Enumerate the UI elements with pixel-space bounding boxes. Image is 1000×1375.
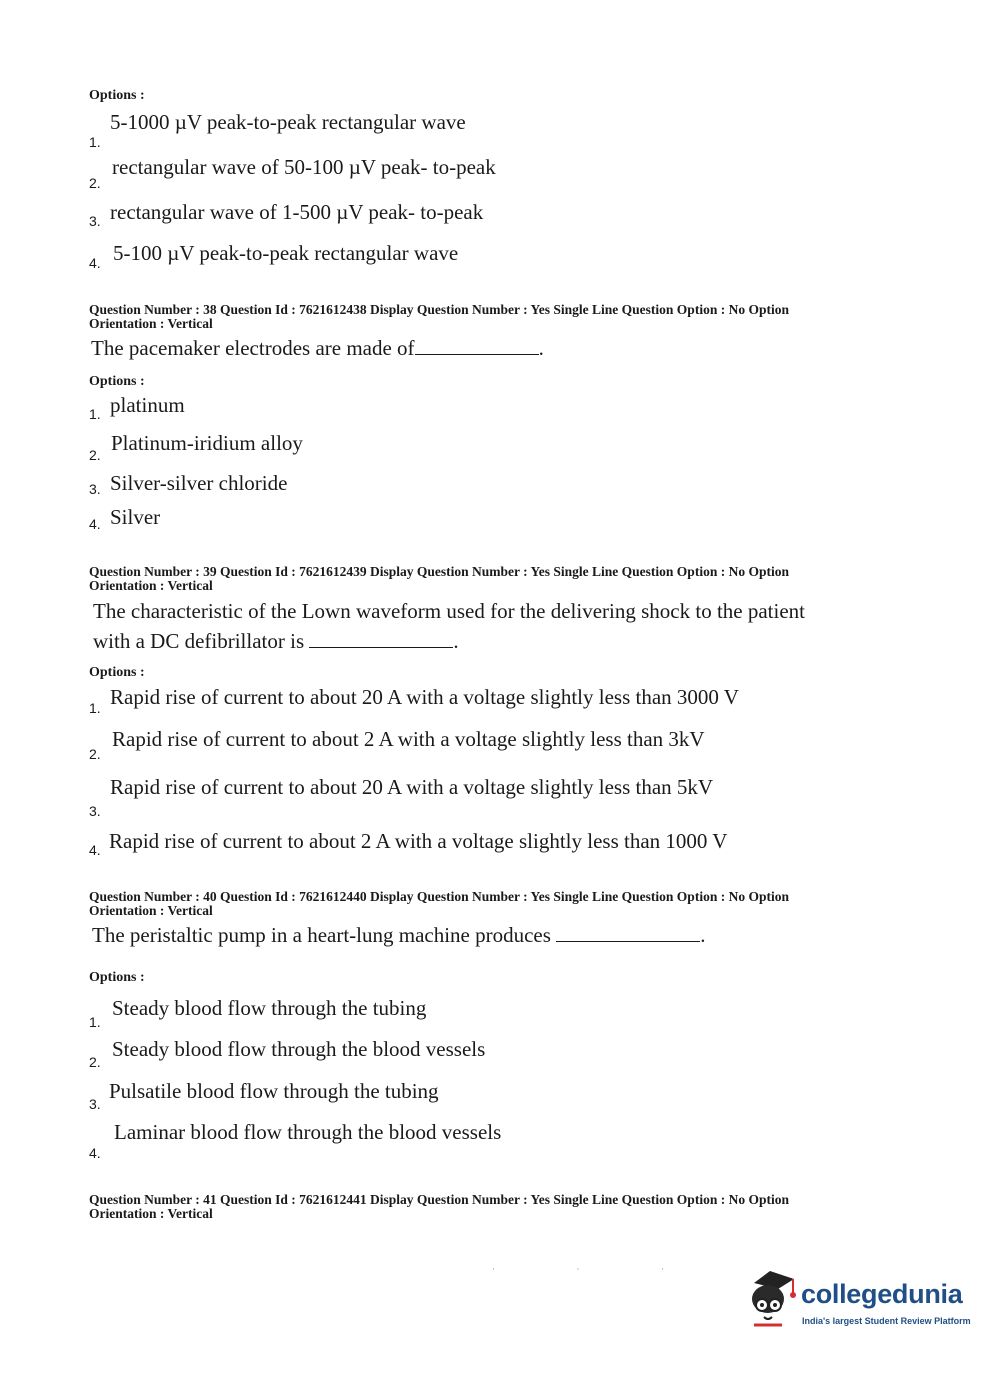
q39-option-1-number: 1. (89, 700, 101, 716)
q39-option-1-text: Rapid rise of current to about 20 A with a voltage slightly less than 3000 V (110, 685, 739, 709)
q39-option-3-number: 3. (89, 803, 101, 819)
brand-name: collegedunia (801, 1279, 963, 1309)
mascot-icon (740, 1265, 802, 1337)
q40-option-4-number: 4. (89, 1145, 101, 1161)
question-text (93, 596, 805, 656)
question-meta (89, 890, 869, 918)
q37-option-3-text: rectangular wave of 1-500 µV peak- to-peak (110, 200, 484, 224)
q40-option-1-text: Steady blood flow through the tubing (112, 996, 427, 1020)
question-meta-line-1: Question Number : 41 Question Id : 7621612441 Display Question Number : Yes Single Line Question Option : No Option (89, 1192, 789, 1207)
question-meta-line-2: Orientation : Vertical (89, 316, 213, 331)
answer-blank (415, 336, 539, 355)
q40-option-4-text: Laminar blood flow through the blood vessels (114, 1120, 502, 1144)
question-meta-line-2: Orientation : Vertical (89, 1206, 213, 1221)
question-text-line-2 (93, 626, 805, 656)
options-label: Options : (89, 88, 145, 103)
q37-option-1-text: 5-1000 µV peak-to-peak rectangular wave (110, 110, 466, 134)
q38-option-1-number: 1. (89, 406, 101, 422)
options-label: Options : (89, 970, 145, 985)
question-text-content: The peristaltic pump in a heart-lung machine produces (92, 923, 551, 947)
answer-blank (556, 923, 700, 942)
q37-option-3-number: 3. (89, 213, 101, 229)
question-text-line-1: The characteristic of the Lown waveform used for the delivering shock to the patient (93, 599, 805, 623)
question-text (92, 920, 705, 950)
question-meta-line-2: Orientation : Vertical (89, 578, 213, 593)
brand-tagline: India's largest Student Review Platform (802, 1316, 971, 1326)
question-meta-line-1: Question Number : 38 Question Id : 7621612438 Display Question Number : Yes Single Line Question Option : No Option (89, 302, 789, 317)
q37-option-4-text: 5-100 µV peak-to-peak rectangular wave (113, 241, 459, 265)
question-meta-line-1: Question Number : 40 Question Id : 7621612440 Display Question Number : Yes Single Line Question Option : No Option (89, 889, 789, 904)
q39-option-4-text: Rapid rise of current to about 2 A with a voltage slightly less than 1000 V (109, 829, 728, 853)
q40-option-3-number: 3. (89, 1096, 101, 1112)
collegedunia-logo[interactable] (740, 1265, 970, 1340)
q37-option-1-number: 1. (89, 134, 101, 150)
question-text-content: The pacemaker electrodes are made of (91, 336, 415, 360)
q38-option-4-number: 4. (89, 516, 101, 532)
question-text-line-2-content: with a DC defibrillator is (93, 629, 305, 653)
q38-option-4-text: Silver (110, 505, 161, 529)
question-end-mark: . (453, 629, 459, 653)
q38-option-1-text: platinum (110, 393, 185, 417)
q37-option-2-text: rectangular wave of 50-100 µV peak- to-peak (112, 155, 496, 179)
scan-dots: · · · (492, 1265, 704, 1274)
options-label: Options : (89, 665, 145, 680)
q39-option-4-number: 4. (89, 842, 101, 858)
q39-option-2-text: Rapid rise of current to about 2 A with a voltage slightly less than 3kV (112, 727, 705, 751)
question-meta-line-2: Orientation : Vertical (89, 903, 213, 918)
q38-option-3-text: Silver-silver chloride (110, 471, 288, 495)
q40-option-3-text: Pulsatile blood flow through the tubing (109, 1079, 439, 1103)
q40-option-2-number: 2. (89, 1054, 101, 1070)
options-label: Options : (89, 374, 145, 389)
q38-option-2-text: Platinum-iridium alloy (111, 431, 303, 455)
question-meta (89, 1193, 869, 1221)
question-meta (89, 303, 869, 331)
q38-option-3-number: 3. (89, 481, 101, 497)
q38-option-2-number: 2. (89, 447, 101, 463)
question-end-mark: . (538, 336, 544, 360)
q40-option-2-text: Steady blood flow through the blood vessels (112, 1037, 486, 1061)
q39-option-3-text: Rapid rise of current to about 20 A with a voltage slightly less than 5kV (110, 775, 714, 799)
q37-option-2-number: 2. (89, 175, 101, 191)
question-meta (89, 565, 869, 593)
question-meta-line-1: Question Number : 39 Question Id : 7621612439 Display Question Number : Yes Single Line Question Option : No Option (89, 564, 789, 579)
q37-option-4-number: 4. (89, 255, 101, 271)
question-end-mark: . (700, 923, 706, 947)
q39-option-2-number: 2. (89, 746, 101, 762)
q40-option-1-number: 1. (89, 1014, 101, 1030)
question-text (91, 333, 544, 363)
answer-blank (309, 629, 453, 648)
